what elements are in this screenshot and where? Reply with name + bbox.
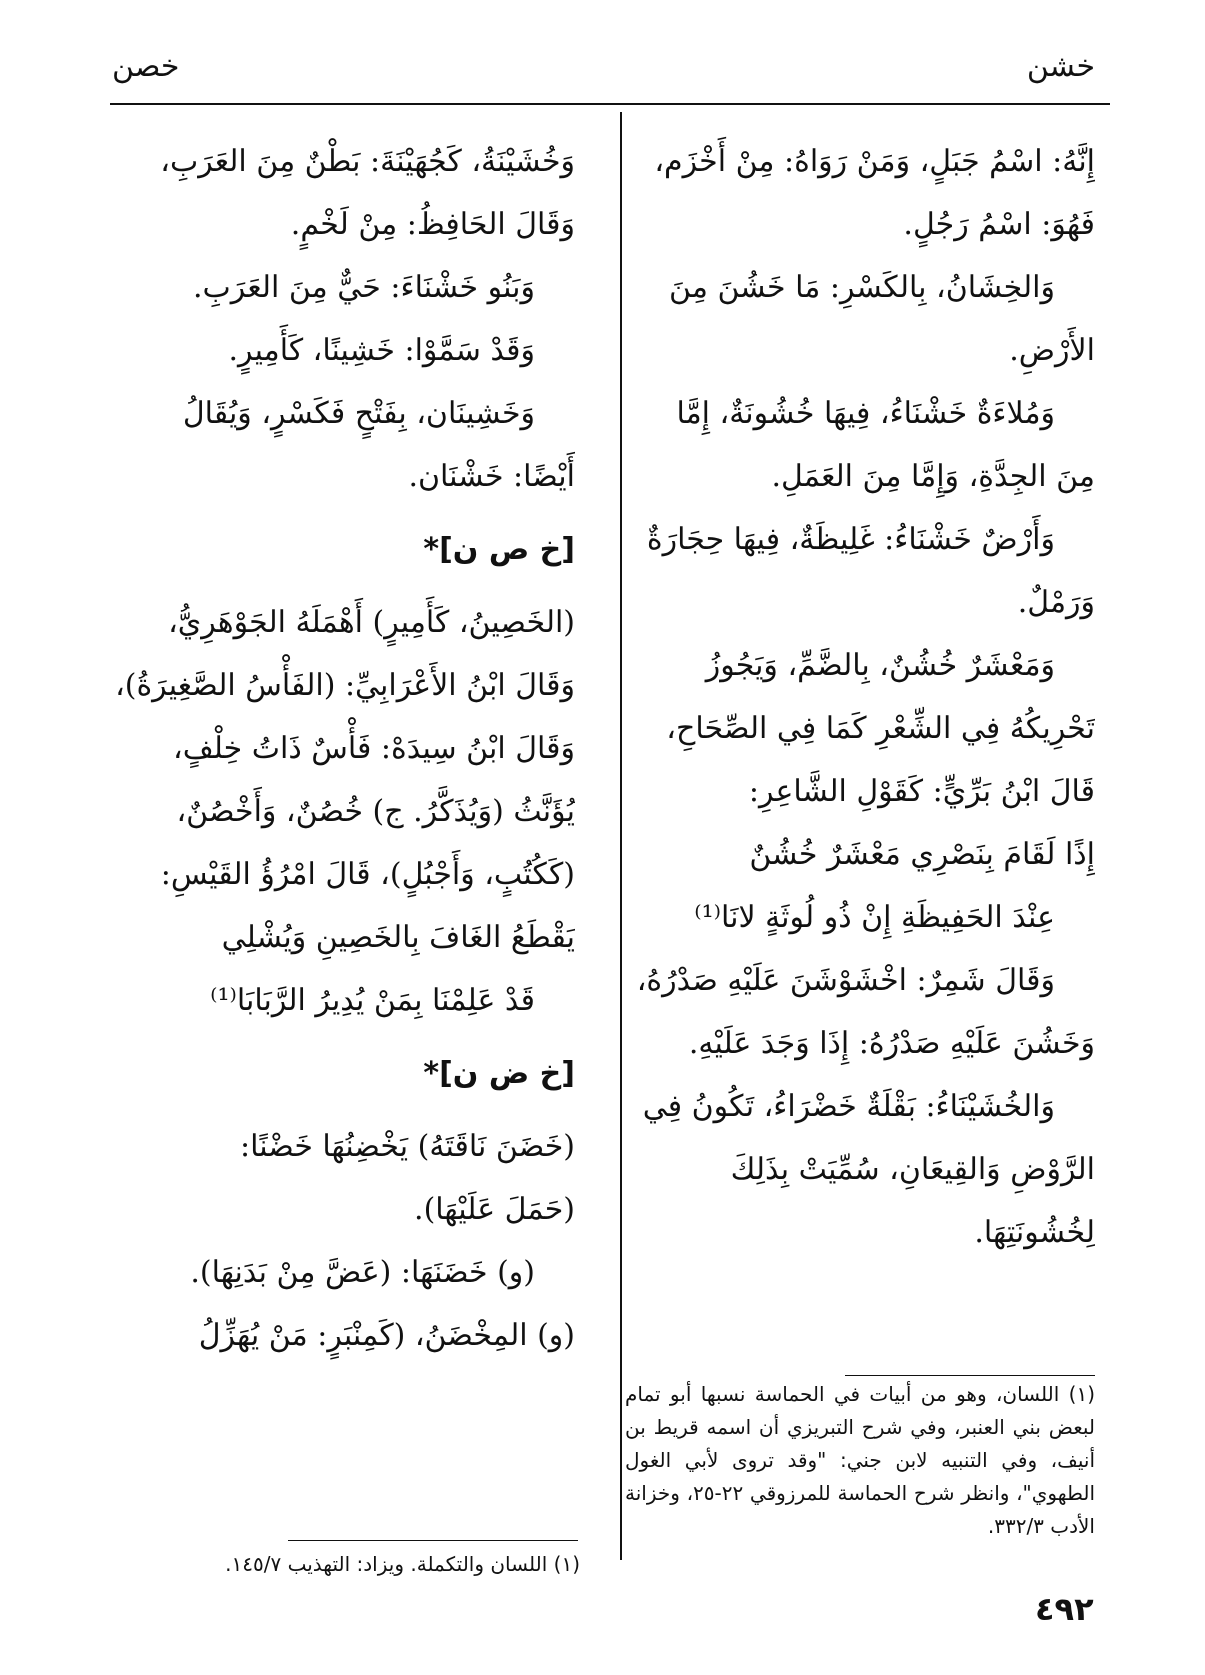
text-line: لِخُشُونَتِهَا. — [974, 1215, 1095, 1250]
text-line: وَخُشَيْنَةُ، كَجُهَيْنَةَ: بَطْنٌ مِنَ العَرَبِ، — [160, 144, 575, 179]
text-line: أَيْضًا: خَشْنَان. — [408, 459, 575, 494]
left-column — [115, 130, 575, 1367]
header-rule — [110, 103, 1110, 105]
text-line: وَقَالَ الحَافِظُ: مِنْ لَخْمٍ. — [290, 207, 575, 242]
footnote-left: (١) اللسان والتكملة. ويزاد: التهذيب ١٤٥/٧. — [225, 1552, 580, 1576]
text-line: (كَكُتُبٍ، وَأَجْبُلٍ)، قَالَ امْرُؤُ القَيْسِ: — [160, 857, 575, 892]
text-line: وَالخُشَيْنَاءُ: بَقْلَةٌ خَضْرَاءُ، تَكُونُ فِي — [642, 1089, 1055, 1124]
text-line: وَقَدْ سَمَّوْا: خَشِينًا، كَأَمِيرٍ. — [228, 333, 535, 368]
verse-line: عِنْدَ الحَفِيظَةِ إِنْ ذُو لُوثَةٍ لانَا⁽¹⁾ — [694, 900, 1055, 935]
text-line: (و) المِخْضَنُ، (كَمِنْبَرٍ: مَنْ يُهَزِّلُ — [198, 1318, 575, 1353]
text-line: (الخَصِينُ، كَأَمِيرٍ) أَهْمَلَهُ الجَوْهَرِيُّ، — [168, 605, 575, 640]
text-line: وَخَشُنَ عَلَيْهِ صَدْرُهُ: إِذَا وَجَدَ عَلَيْهِ. — [688, 1026, 1095, 1061]
text-line: (خَضَنَ نَاقَتَهُ) يَخْضِنُهَا خَضْنًا: — [240, 1129, 575, 1164]
footnote-right: (١) اللسان، وهو من أبيات في الحماسة نسبها أبو تمام لبعض بني العنبر، وفي شرح التبريزي أن اسمه قريط بن أنيف، وفي التنبيه لابن جني: "وقد تروى لأبي الغول الطهوي"، وانظر شرح الحماسة للمرزوقي ٢٢-٢٥، وخزانة الأدب ٣٣٢/٣. — [625, 1382, 1096, 1538]
entry-heading: [خ ض ن]* — [423, 1056, 575, 1091]
text-line: يُؤَنَّثُ (وَيُذَكَّرُ. ج) خُصُنٌ، وَأَخْصُنٌ، — [176, 794, 575, 829]
text-line: تَحْرِيكُهُ فِي الشِّعْرِ كَمَا فِي الصِّحَاحِ، — [666, 711, 1095, 746]
text-line: وَمَعْشَرٌ خُشُنٌ، بِالضَّمِّ، وَيَجُوزُ — [705, 648, 1055, 683]
text-line: وَرَمْلٌ. — [1017, 585, 1095, 620]
text-line: فَهُوَ: اسْمُ رَجُلٍ. — [903, 207, 1095, 242]
entry-heading: [خ ص ن]* — [423, 532, 575, 567]
text-line: الرَّوْضِ وَالقِيعَانِ، سُمِّيَتْ بِذَلِكَ — [730, 1152, 1095, 1187]
text-line: وَقَالَ ابْنُ الأَعْرَابِيِّ: (الفَأْسُ الصَّغِيرَةُ)، — [115, 668, 575, 703]
text-line: وَالخِشَانُ، بِالكَسْرِ: مَا خَشُنَ مِنَ — [669, 270, 1055, 305]
header-title-left: خصن — [112, 49, 180, 84]
text-line: وَمُلاءَةٌ خَشْنَاءُ، فِيهَا خُشُونَةٌ، إِمَّا — [676, 396, 1055, 431]
text-line: (حَمَلَ عَلَيْهَا). — [414, 1192, 575, 1227]
text-line: الأَرْضِ. — [1009, 333, 1095, 368]
text-line: وَخَشِينَان، بِفَتْحٍ فَكَسْرٍ، وَيُقَالُ — [182, 396, 535, 431]
verse-line: قَدْ عَلِمْنَا بِمَنْ يُدِيرُ الرَّبَابَا⁽¹⁾ — [210, 983, 535, 1018]
text-line: قَالَ ابْنُ بَرِّيٍّ: كَقَوْلِ الشَّاعِرِ: — [748, 774, 1095, 809]
verse-line: يَقْطَعُ الغَافَ بِالخَصِينِ وَيُشْلِي — [221, 920, 575, 955]
column-divider — [620, 112, 622, 1560]
text-line: وَقَالَ شَمِرٌ: اخْشَوْشَنَ عَلَيْهِ صَدْرُهُ، — [636, 963, 1055, 998]
text-line: وَقَالَ ابْنُ سِيدَهْ: فَأْسٌ ذَاتُ خِلْفٍ، — [173, 731, 575, 766]
text-line: (و) خَضَنَهَا: (عَضَّ مِنْ بَدَنِهَا). — [190, 1255, 535, 1290]
footnote-rule-right — [845, 1375, 1095, 1376]
page-number: ٤٩٢ — [1035, 1590, 1094, 1628]
header-title-right: خشن — [1026, 49, 1095, 84]
right-column — [630, 130, 1095, 1264]
verse-line: إِذًا لَقَامَ بِنَصْرِي مَعْشَرٌ خُشُنٌ — [749, 837, 1095, 872]
text-line: وَبَنُو خَشْنَاءَ: حَيٌّ مِنَ العَرَبِ. — [193, 270, 535, 305]
text-line: مِنَ الجِدَّةِ، وَإِمَّا مِنَ العَمَلِ. — [771, 459, 1095, 494]
text-line: إِنَّهُ: اسْمُ جَبَلٍ، وَمَنْ رَوَاهُ: مِنْ أَخْزَم، — [654, 144, 1095, 179]
text-line: وَأَرْضٌ خَشْنَاءُ: غَلِيظَةٌ، فِيهَا حِجَارَةٌ — [646, 522, 1055, 557]
footnote-rule-left — [288, 1540, 578, 1541]
